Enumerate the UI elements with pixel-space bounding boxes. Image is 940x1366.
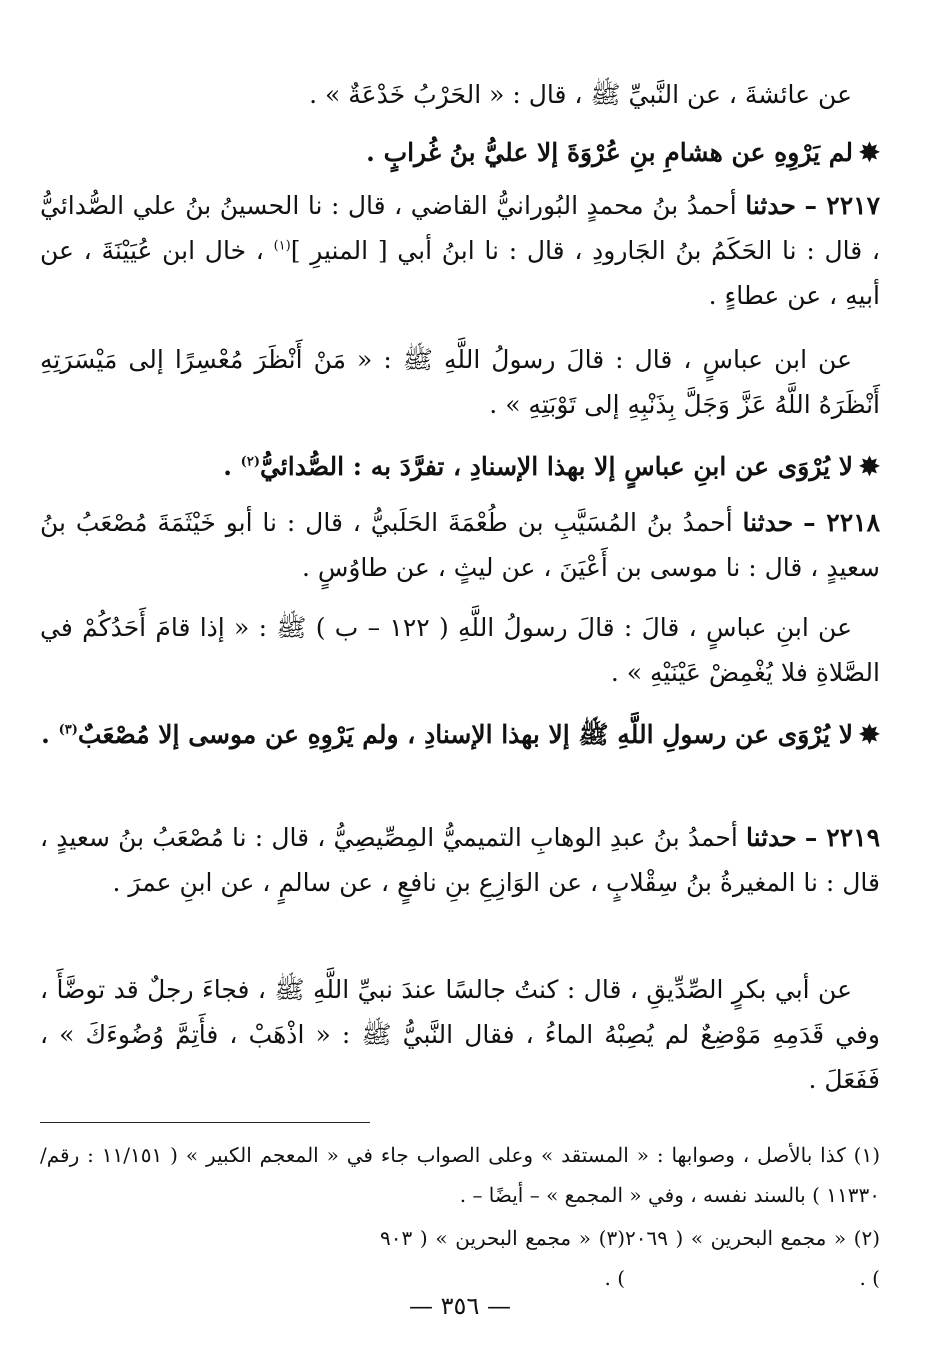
hadith-2219-isnad	[40, 815, 880, 905]
hadith-2218-isnad	[40, 500, 880, 590]
hadith-text-aisha	[40, 72, 880, 117]
footnote-1	[40, 1135, 880, 1215]
matn-text: عن ابنِ عباسٍ ، قالَ : قالَ رسولُ اللَّهِ ( ١٢٢ – ب ) ﷺ : « إذا قامَ أَحَدُكُمْ في الصَّلاةِ فلا يُغْمِضْ عَيْنَيْهِ » .	[40, 613, 880, 687]
star-icon: ✸	[859, 452, 880, 481]
hadith-number: ٢٢١٨ –	[803, 508, 880, 537]
hadith-lead-word: حدثنا	[745, 191, 796, 220]
note-tail: .	[223, 452, 232, 481]
isnad-text: أحمدُ بنُ محمدٍ البُورانيُّ القاضي ، قال : نا الحسينُ بنُ علي الصُّدائيُّ ، قال : نا الحَكَمُ بنُ الجَارودِ ، قال : نا ابنُ أبي [ المنيرِ ]	[40, 191, 880, 265]
hadith-2217-matn	[40, 337, 880, 427]
hadith-lead-word: حدثنا	[742, 508, 794, 537]
note-text: لا يُرْوَى عن ابنِ عباسٍ إلا بهذا الإسنادِ ، تفرَّدَ به : الصُّدائيُّ	[259, 452, 854, 481]
footnote-2: (٢) « مجمع البحرين » ( ٢٠٦٩ ) .	[625, 1226, 880, 1290]
hadith-note-1	[40, 130, 880, 175]
document-page	[40, 0, 880, 1366]
hadith-note-3	[40, 712, 880, 757]
star-icon: ✸	[859, 138, 880, 167]
note-text: لم يَرْوِهِ عن هشامِ بنِ عُرْوَةَ إلا عليُّ بنُ غُرابٍ .	[366, 138, 854, 167]
footnote-ref: (٣)	[58, 722, 78, 738]
isnad-text: أحمدُ بنُ عبدِ الوهابِ التميميُّ المِصِّيصِيُّ ، قال : نا مُصْعَبُ بنُ سعيدٍ ، قال : نا المغيرةُ بنُ سِقْلابٍ ، عن الوَازِعِ بنِ نافعٍ ، عن سالمٍ ، عن ابنِ عمرَ .	[40, 823, 880, 897]
hadith-2217-isnad	[40, 183, 880, 318]
hadith-number: ٢٢١٧ –	[804, 191, 880, 220]
page-number: — ٣٥٦ —	[409, 1292, 511, 1320]
footnote-ref: (١)	[273, 238, 291, 254]
matn-text: عن ابن عباسٍ ، قال : قالَ رسولُ اللَّهِ ﷺ : « مَنْ أَنْظَرَ مُعْسِرًا إلى مَيْسَرَتِهِ أَنْظَرَهُ اللَّهُ عَزَّ وَجَلَّ بِذَنْبِهِ إلى تَوْبَتِهِ » .	[40, 345, 880, 419]
footnote-text: (١) كذا بالأصل ، وصوابها : « المستقد » وعلى الصواب جاء في « المعجم الكبير » ( ١١/١٥١ : رقم/١١٣٣٠ ) بالسند نفسه ، وفي « المجمع » – أيضًا – .	[40, 1143, 880, 1207]
isnad-tail: ، خال ابن عُيَيْنَةَ ، عن أبيهِ ، عن عطاءٍ .	[40, 236, 880, 310]
footnote-3: (٣) « مجمع البحرين » ( ٩٠٣ ) .	[380, 1226, 626, 1290]
footnote-divider	[40, 1122, 370, 1123]
footnote-row-2-3	[40, 1218, 880, 1298]
note-tail: .	[41, 720, 50, 749]
hadith-2218-matn	[40, 605, 880, 695]
hadith-2219-matn	[40, 967, 880, 1102]
star-icon: ✸	[859, 720, 880, 749]
isnad-text: أحمدُ بنُ المُسَيَّبِ بن طُعْمَةَ الحَلَبيُّ ، قال : نا أبو خَيْثَمَةَ مُصْعَبُ بنُ سعيدٍ ، قال : نا موسى بن أَعْيَنَ ، عن ليثٍ ، عن طاوُسٍ .	[40, 508, 880, 582]
text-line: عن عائشةَ ، عن النَّبيِّ ﷺ ، قال : « الحَرْبُ خَدْعَةٌ » .	[309, 80, 852, 109]
hadith-lead-word: حدثنا	[745, 823, 797, 852]
hadith-number: ٢٢١٩ –	[804, 823, 880, 852]
footnote-ref: (٢)	[240, 454, 260, 470]
hadith-note-2	[40, 444, 880, 489]
note-text: لا يُرْوَى عن رسولِ اللَّهِ ﷺ إلا بهذا الإسنادِ ، ولم يَرْوِهِ عن موسى إلا مُصْعَبٌ	[77, 720, 854, 749]
matn-text: عن أبي بكرٍ الصِّدِّيقِ ، قال : كنتُ جالسًا عندَ نبيِّ اللَّهِ ﷺ ، فجاءَ رجلٌ قد توضَّأَ ، وفي قَدَمِهِ مَوْضِعٌ لم يُصِبْهُ الماءُ ، فقال النَّبيُّ ﷺ : « اذْهَبْ ، فأَتِمَّ وُضُوءَكَ » ، فَفَعَلَ .	[40, 975, 880, 1094]
